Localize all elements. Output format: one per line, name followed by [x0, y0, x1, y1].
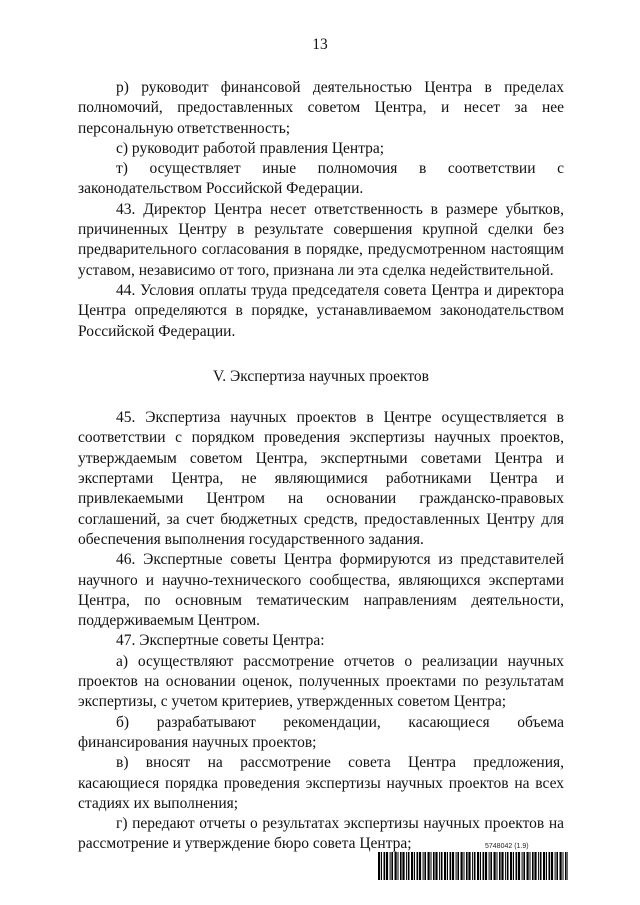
paragraph-r: р) руководит финансовой деятельностью Центра в пределах полномочий, предоставленных советом Центра, и несет за нее персональную ответственность; [78, 79, 564, 137]
barcode-icon [378, 852, 568, 880]
document-body [78, 78, 564, 855]
paragraph-47: 47. Экспертные советы Центра: [116, 632, 325, 650]
paragraph-43: 43. Директор Центра несет ответственность в размере убытков, причиненных Центру в результате совершения крупной сделки без предварительного согласования в порядке, предусмотренном настоящим уставом, независимо от того, признана ли эта сделка недействительной. [78, 200, 564, 279]
document-code: 5748042 (1.9) [485, 843, 529, 850]
paragraph-s: с) руководит работой правления Центра; [116, 139, 385, 157]
paragraph-t: т) осуществляет иные полномочия в соответствии с законодательством Российской Федерации. [78, 160, 564, 198]
paragraph-47-g: г) передают отчеты о результатах экспертизы научных проектов на рассмотрение и утверждение бюро совета Центра; [78, 815, 564, 853]
paragraph-47-v: в) вносят на рассмотрение совета Центра предложения, касающиеся порядка проведения экспертизы научных проектов на всех стадиях их выполнения; [78, 754, 564, 812]
section-title: V. Экспертиза научных проектов [213, 367, 429, 385]
paragraph-47-b: б) разрабатывают рекомендации, касающиеся объема финансирования научных проектов; [78, 713, 564, 751]
paragraph-46: 46. Экспертные советы Центра формируются из представителей научного и научно-технического сообщества, являющихся экспертами Центра, по основным тематическим направлениям деятельности, поддерживаемым Центром. [78, 551, 564, 630]
paragraph-47-a: а) осуществляют рассмотрение отчетов о реализации научных проектов на основании оценок, полученных проектами по результатам экспертизы, с учетом критериев, утвержденных советом Центра; [78, 652, 564, 711]
paragraph-44: 44. Условия оплаты труда председателя совета Центра и директора Центра определяются в порядке, устанавливаемом законодательством Российской Федерации. [78, 281, 564, 340]
paragraph-45: 45. Экспертиза научных проектов в Центре осуществляется в соответствии с порядком проведения экспертизы научных проектов, утверждаемым советом Центра, экспертными советами Центра и экспертами Центра, не являющимися работниками Центра и привлекаемыми Центром на основании гражданско-правовых соглашений, за счет бюджетных средств, предоставленных Центру для обеспечения выполнения государственного задания. [78, 409, 564, 548]
page-number: 13 [312, 36, 328, 53]
